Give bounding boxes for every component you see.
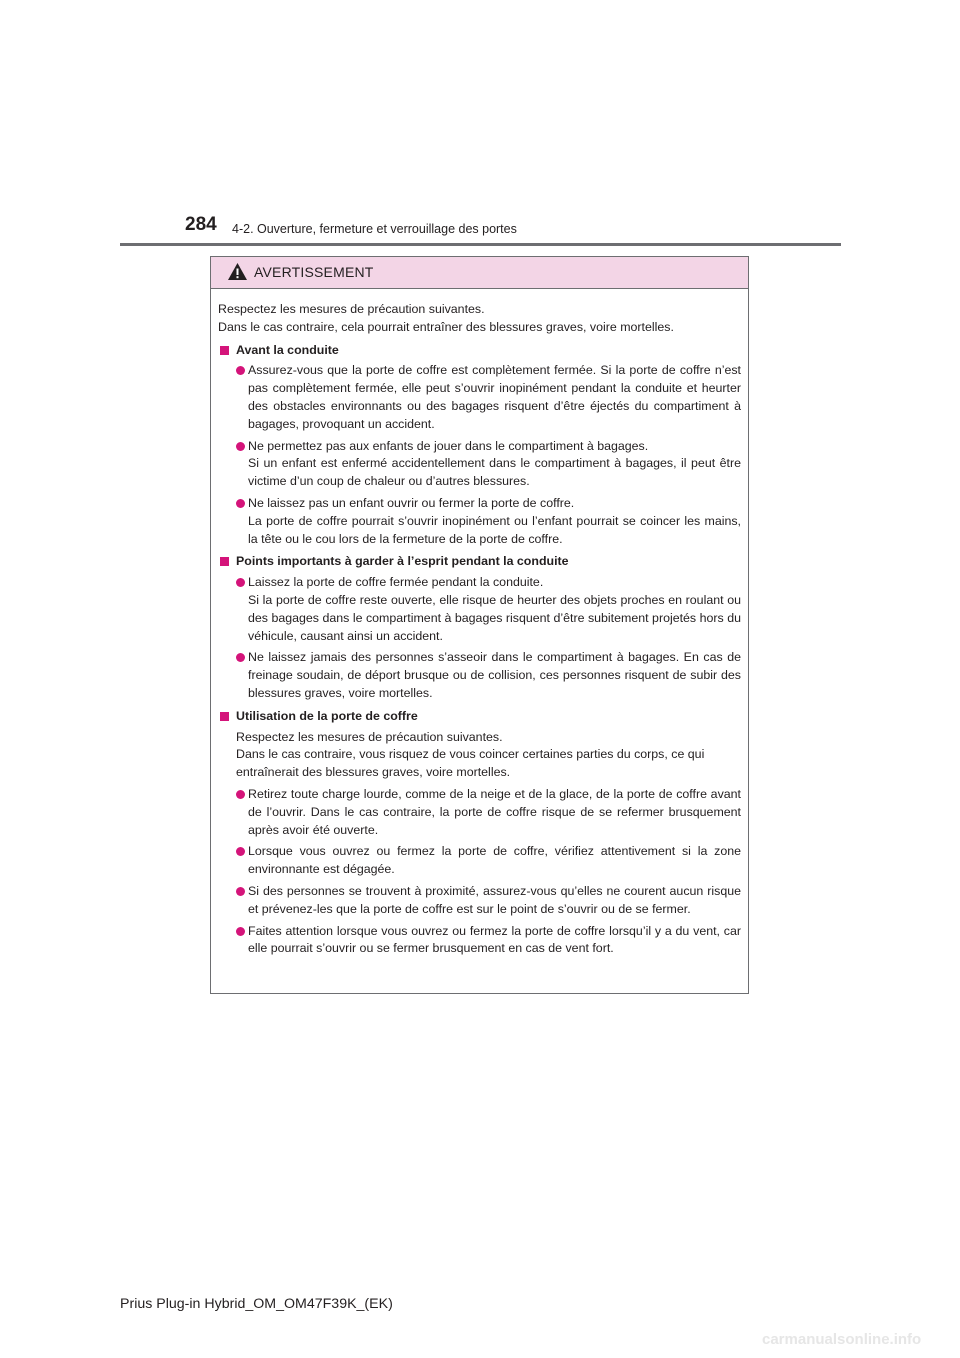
section-heading-text: Avant la conduite — [236, 342, 339, 357]
round-bullet-icon — [236, 653, 245, 662]
bullet-text: Lorsque vous ouvrez ou fermez la porte de coffre, vérifiez attentivement si la zone environnante est dégagée. — [248, 844, 741, 877]
bullet-text: Ne laissez pas un enfant ouvrir ou fermer la porte de coffre. — [248, 495, 575, 510]
warning-header — [211, 257, 748, 289]
round-bullet-icon — [236, 887, 245, 896]
list-item — [218, 786, 741, 839]
bullet-text: Ne permettez pas aux enfants de jouer dans le compartiment à bagages. — [248, 438, 649, 453]
section-avant-la-conduite — [218, 342, 741, 549]
warning-box — [210, 256, 749, 994]
section-intro-line: Dans le cas contraire, vous risquez de vous coincer certaines parties du corps, ce qui entraînerait des blessures graves, voire mortelles. — [236, 747, 705, 780]
intro-line: Respectez les mesures de précaution suivantes. — [218, 302, 485, 316]
list-item — [218, 843, 741, 879]
section-points-importants — [218, 553, 741, 702]
warning-intro — [218, 301, 741, 337]
square-bullet-icon — [220, 346, 229, 355]
section-heading — [218, 708, 741, 726]
section-heading-text: Utilisation de la porte de coffre — [236, 708, 418, 723]
warning-triangle-icon — [227, 262, 248, 281]
bullet-text: La porte de coffre pourrait s’ouvrir inopinément ou l’enfant pourrait se coincer les mains, la tête ou le cou lors de la fermeture de la porte de coffre. — [248, 513, 741, 546]
section-heading-text: Points importants à garder à l’esprit pendant la conduite — [236, 554, 569, 569]
square-bullet-icon — [220, 557, 229, 566]
footer-manual-id: Prius Plug-in Hybrid_OM_OM47F39K_(EK) — [120, 1296, 393, 1312]
bullet-text: Ne laissez jamais des personnes s’asseoir dans le compartiment à bagages. En cas de freinage soudain, de déport brusque ou de collision, ces personnes risquent de subir des blessures graves, voire mortelles. — [248, 650, 741, 700]
bullet-text: Si des personnes se trouvent à proximité, assurez-vous qu’elles ne courent aucun risque et prévenez-les que la porte de coffre est sur le point de s’ouvrir ou de se fermer. — [248, 883, 741, 916]
warning-body — [211, 289, 748, 958]
section-intro-line: Respectez les mesures de précaution suivantes. — [236, 729, 503, 744]
bullet-text: Laissez la porte de coffre fermée pendant la conduite. — [248, 575, 544, 590]
list-item — [218, 649, 741, 702]
section-utilisation-porte-de-coffre — [218, 708, 741, 958]
bullet-text: Faites attention lorsque vous ouvrez ou fermez la porte de coffre lorsqu’il y a du vent, car elle pourrait s’ouvrir ou se fermer brusquement en cas de vent fort. — [248, 923, 741, 956]
round-bullet-icon — [236, 366, 245, 375]
section-heading — [218, 553, 741, 571]
list-item — [218, 362, 741, 433]
bullet-text: Si la porte de coffre reste ouverte, elle risque de heurter des objets proches en roulant ou des bagages dans le compartiment à bagages risquent d’être subitement projetés hors du véhicule, causant ainsi un accident. — [248, 592, 741, 643]
round-bullet-icon — [236, 578, 245, 587]
round-bullet-icon — [236, 499, 245, 508]
page-number: 284 — [185, 214, 217, 235]
round-bullet-icon — [236, 927, 245, 936]
section-intro — [218, 729, 741, 782]
section-title: 4-2. Ouverture, fermeture et verrouillage des portes — [232, 222, 517, 236]
round-bullet-icon — [236, 790, 245, 799]
list-item — [218, 883, 741, 919]
section-heading — [218, 342, 741, 360]
bullet-text: Retirez toute charge lourde, comme de la neige et de la glace, de la porte de coffre avant de l’ouvrir. Dans le cas contraire, la porte de coffre risque de se refermer brusquement après avoir été ouverte. — [248, 786, 741, 837]
bullet-text: Si un enfant est enfermé accidentellement dans le compartiment à bagages, il peut être victime d’un coup de chaleur ou d’autres blessures. — [248, 456, 741, 489]
list-item — [218, 438, 741, 491]
list-item — [218, 574, 741, 645]
intro-line: Dans le cas contraire, cela pourrait entraîner des blessures graves, voire mortelles. — [218, 319, 674, 334]
watermark-logo — [762, 1328, 946, 1350]
round-bullet-icon — [236, 442, 245, 451]
list-item — [218, 495, 741, 548]
round-bullet-icon — [236, 847, 245, 856]
list-item — [218, 923, 741, 959]
watermark-text: carmanualsonline.info — [762, 1331, 922, 1348]
header-rule — [120, 243, 841, 246]
square-bullet-icon — [220, 712, 229, 721]
bullet-text: Assurez-vous que la porte de coffre est complètement fermée. Si la porte de coffre n’est pas complètement fermée, elle peut s’ouvrir inopinément pendant la conduite et heurter des obstacles environnants ou des bagages risquent d’être éjectés du compartiment à bagages, provoquant un accident. — [248, 363, 741, 431]
warning-title: AVERTISSEMENT — [254, 264, 374, 280]
